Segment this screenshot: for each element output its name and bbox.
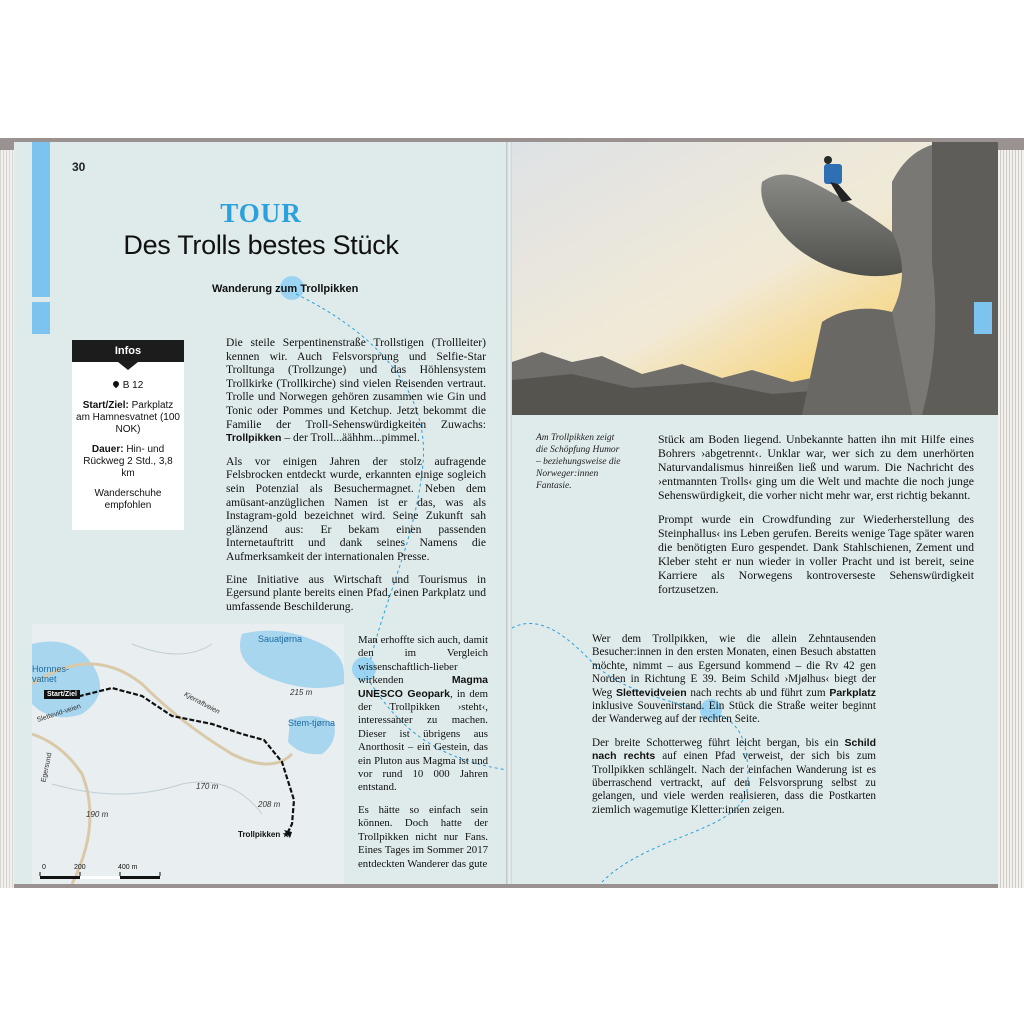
right-body-bottom <box>592 633 876 827</box>
p4-bold: Magma UNESCO Geopark <box>358 674 488 700</box>
right-paragraph-2: Prompt wurde ein Crowdfunding zur Wiederherstellung des Steinphallus‹ ins Leben gerufen. Bereits wenige Tage später waren die benötigten Euro gespendet. Dank Stahlschienen, Zement und Kleber steht er nun wieder in voller Pracht und ist bereit, seine Karriere als Norwegens kontroverseste Sehenswürdigkeit fortzusetzen. <box>658 512 974 596</box>
photo-caption: Am Trollpikken zeigt die Schöpfung Humor – beziehungsweise die Norweger:innen Fantasie. <box>536 433 621 491</box>
map-label-elev-190: 190 m <box>86 810 109 819</box>
star-icon: ★ <box>282 830 290 839</box>
p4r-text: Der breite Schotterweg führt leicht bergan, bis ein <box>592 736 845 749</box>
paragraph-2: Als vor einigen Jahren der stolz aufragende Felsbrocken entdeckt wurde, erkannten einige sogleich sein Potenzial als Besuchermagnet. Neben dem amüsant-anzüglichen Namen ist er das, was als Instagram-gold bezeichnet wird. Seine Zukunft sah glänzend aus: Er bekam einen passenden Internetauftritt und dank seines Namens die Aufmerksamkeit der internationalen Presse. <box>226 454 486 563</box>
map-label-road-1: Slettevid-veien <box>36 703 82 724</box>
info-box-notch <box>118 362 138 370</box>
destination-name: Trollpikken <box>238 830 281 839</box>
map-label-lake-3: Stem-tjørna <box>288 718 336 728</box>
map-label-road-2: Egersund <box>40 752 54 783</box>
subtitle-link: zum <box>275 283 298 295</box>
page-title: Des Trolls bestes Stück <box>123 230 399 260</box>
info-box-header: Infos <box>72 340 184 362</box>
p3-text-end: inklusive Souvenirstand. Ein Stück die Straße weiter beginnt der Wanderweg auf der rechten Seite. <box>592 700 876 726</box>
paragraph-1 <box>226 336 486 446</box>
info-box <box>72 340 184 530</box>
p3-bold-road: Slettevidveien <box>616 686 687 699</box>
p3-text: Wer dem Trollpikken, wie die allein Zehntausenden Besucher:innen in den ersten Monaten, einen Besuch abstatten möchte, nimmt – aus Egersund kommend – die Rv 42 gen Norden in Richtung E 39. Beim Schild ›Mjølhus‹ biegt der Weg <box>592 633 876 699</box>
body-text-top <box>226 336 486 622</box>
p3-bold-parking: Parkplatz <box>829 686 876 699</box>
map-label-start: Start/Ziel <box>44 690 80 699</box>
map-label-elev-215: 215 m <box>290 688 313 697</box>
p3-text-mid: nach rechts ab und führt zum <box>686 686 830 699</box>
map-label-elev-170: 170 m <box>196 782 219 791</box>
tour-label: TOUR <box>220 198 302 228</box>
trail-map <box>32 624 344 884</box>
p1-text: Die steile Serpentinenstraße Trollstigen (Trollleiter) kennen wir. Auch Felsvorsprung und Selfie-Star Trolltunga (Trollzunge) und das Höhlensystem Trollkirke (Trollkirche) sind vielen Reisenden vertraut. Trolle und Norwegen gehören zusammen wie Gin und Tonic oder Pommes und Ketchup. Jetzt bekommt die Familie der Troll-Sehenswürdigkeiten Zuwachs: <box>226 336 486 431</box>
map-label-lake-2: Sauatjørna <box>258 634 303 644</box>
subtitle-text-end: Trollpikken <box>297 283 359 295</box>
start-value: Parkplatz am Hamnesvatnet (100 NOK) <box>76 400 180 435</box>
map-label-elev-208: 208 m <box>258 800 281 809</box>
paragraph-4 <box>358 634 488 795</box>
scale-label-400: 400 m <box>118 864 138 871</box>
scale-label-0: 0 <box>42 864 46 871</box>
page-number: 30 <box>72 160 86 174</box>
subtitle-text: Wanderung <box>212 283 276 295</box>
duration-label: Dauer: <box>91 444 124 455</box>
scale-label-200: 200 <box>74 864 86 871</box>
right-paragraph-1: Stück am Boden liegend. Unbekannte hatten ihn mit Hilfe eines Bohrers ›abgetrennt‹. Unklar war, wer sich zu dem unerhörten Naturvandalismus hinreißen ließ und warum. Die Nachricht des ›entmannten Trolls‹ ging um die Welt und machte die noch junge Sehenswürdigkeit, die vorher nicht mehr war, erst richtig bekannt. <box>658 432 974 502</box>
p4r-bold: Schild nach rechts <box>592 736 876 763</box>
page-edges-left <box>0 150 14 888</box>
right-paragraph-4 <box>592 737 876 817</box>
map-label-trail: Kjerraftveien <box>182 691 221 716</box>
p1-text-end: – der Troll...äähhm...pimmel. <box>281 431 420 445</box>
shoes-note: Wanderschuhe empfohlen <box>94 488 162 511</box>
paragraph-5: Es hätte so einfach sein können. Doch hatte der Trollpikken nicht nur Fans. Eines Tages im Sommer 2017 entdeckten Wanderer das gute <box>358 803 488 870</box>
info-box-body <box>76 380 180 520</box>
start-label: Start/Ziel: <box>82 400 129 411</box>
map-label-lake-1: Hornnes-vatnet <box>32 664 70 684</box>
map-reference: B 12 <box>122 380 144 391</box>
map-pin-icon <box>111 380 119 388</box>
map-graphic <box>32 624 344 884</box>
duration-value: Hin- und Rückweg 2 Std., 3,8 km <box>83 444 173 479</box>
body-text-column <box>358 634 488 880</box>
p4r-text-end: auf einen Pfad verweist, der sich bis zum Trollpikken schlängelt. Nach der einfachen Wanderung ist es überraschend vertrackt, auf den Felsvorsprung selbst zu gelangen, und viele werden realisieren, dass die Postkarten ziemlich wagemutige Kletter:innen zeigen. <box>592 750 876 816</box>
right-page <box>512 142 998 884</box>
p1-bold: Trollpikken <box>226 432 282 445</box>
paragraph-3: Eine Initiative aus Wirtschaft und Tourismus in Egersund plante bereits einen Pfad, einen Parkplatz und umfassende Beschilderung. <box>226 572 486 613</box>
page-edges-right <box>998 150 1024 888</box>
right-paragraph-3 <box>592 633 876 727</box>
p4-text-end: , in dem der Trollpikken ›steht‹, interessanter zu machen. Dieser ist übrigens aus Anorthosit – ein Gestein, das ein Pluton aus Magma ist und vor rund 10 000 Jahren entstand. <box>358 687 488 794</box>
left-page <box>14 142 508 884</box>
p4-text: Man erhoffte sich auch, damit den im Vergleich wissenschaftlich-lieber wirkenden <box>358 634 488 687</box>
map-label-destination <box>238 830 290 839</box>
